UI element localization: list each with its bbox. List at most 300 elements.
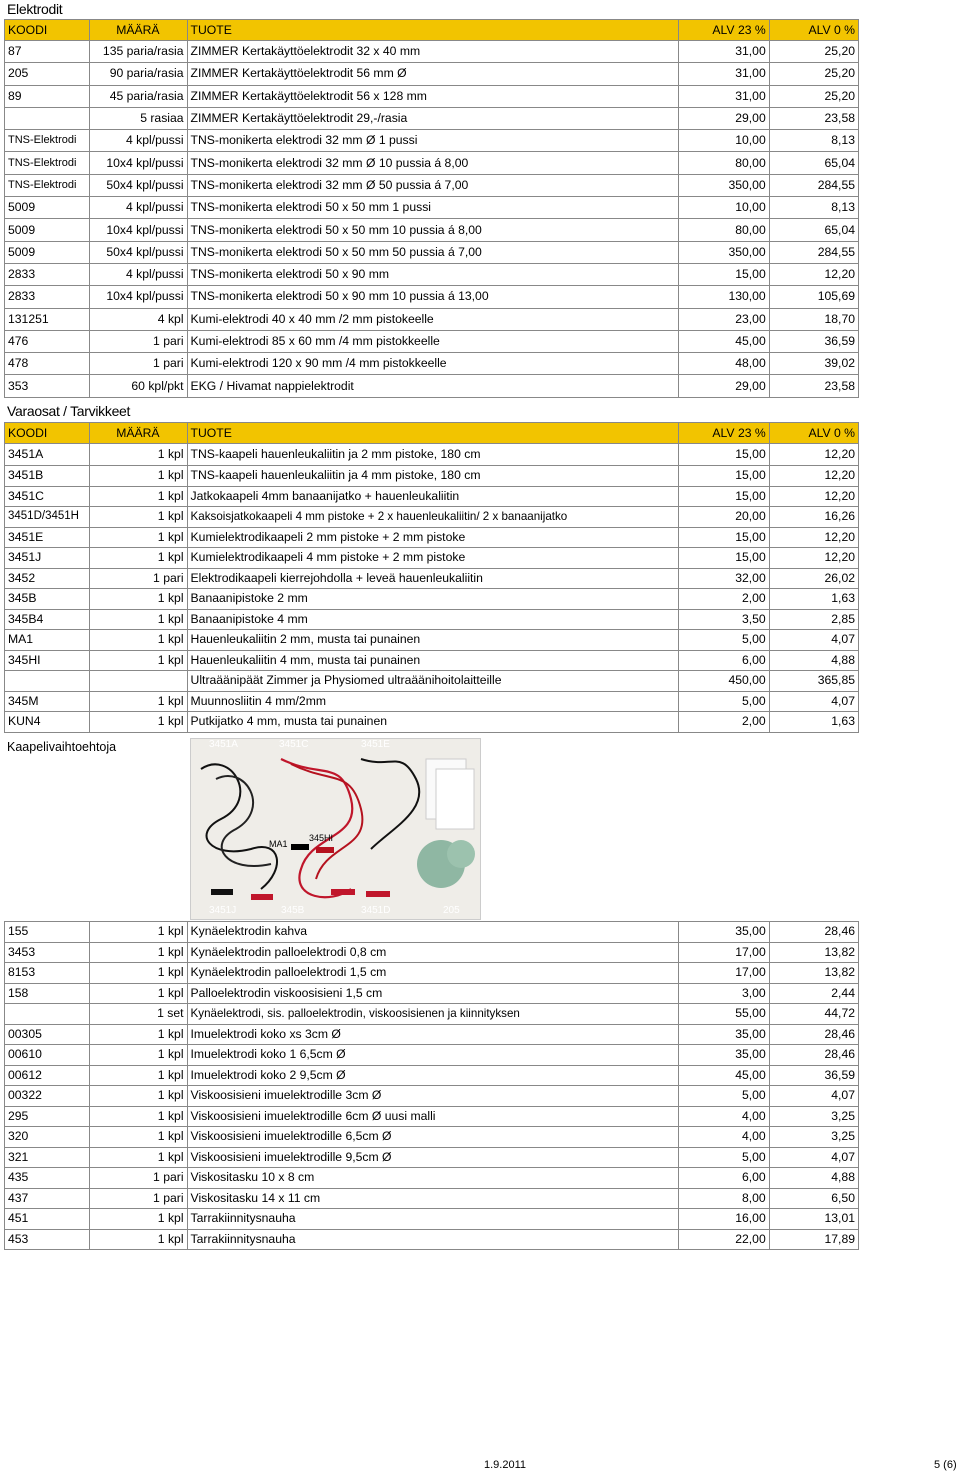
cell-alv23: 80,00 xyxy=(679,219,769,241)
photo-label-3451A: 3451A xyxy=(209,739,238,750)
cell-koodi: 451 xyxy=(5,1209,90,1230)
cell-koodi: TNS-Elektrodi xyxy=(5,174,90,196)
cell-alv23: 29,00 xyxy=(679,375,769,397)
table-row xyxy=(5,375,859,397)
cell-alv23: 15,00 xyxy=(679,444,769,466)
cell-maara: 1 pari xyxy=(90,1168,187,1189)
cell-alv0: 65,04 xyxy=(769,219,858,241)
cell-alv0: 18,70 xyxy=(769,308,858,330)
table-row xyxy=(5,963,859,984)
photo-label-205: 205 xyxy=(443,905,460,916)
cell-alv0: 36,59 xyxy=(769,1065,858,1086)
cell-koodi: 3453 xyxy=(5,942,90,963)
table-lisatarvikkeet xyxy=(4,921,859,1250)
cell-tuote: Banaanipistoke 4 mm xyxy=(187,609,679,630)
cell-alv23: 17,00 xyxy=(679,963,769,984)
cell-tuote: Imuelektrodi koko 2 9,5cm Ø xyxy=(187,1065,679,1086)
cell-tuote: Kumi-elektrodi 40 x 40 mm /2 mm pistokeelle xyxy=(187,308,679,330)
cell-maara: 10x4 kpl/pussi xyxy=(90,152,187,174)
cell-alv0: 4,07 xyxy=(769,1086,858,1107)
cell-koodi: 155 xyxy=(5,922,90,943)
photo-label-3451E: 3451E xyxy=(361,739,390,750)
cell-alv0: 4,07 xyxy=(769,630,858,651)
table-row xyxy=(5,650,859,671)
cell-alv23: 3,00 xyxy=(679,983,769,1004)
cell-koodi: 131251 xyxy=(5,308,90,330)
cell-alv0: 39,02 xyxy=(769,353,858,375)
cell-tuote: Viskoosisieni imuelektrodille 6,5cm Ø xyxy=(187,1127,679,1148)
table-row xyxy=(5,85,859,107)
cell-tuote: TNS-monikerta elektrodi 32 mm Ø 50 pussia á 7,00 xyxy=(187,174,679,196)
cell-maara: 135 paria/rasia xyxy=(90,41,187,63)
electrode-pads-2 xyxy=(436,769,474,829)
cell-koodi: 437 xyxy=(5,1188,90,1209)
cell-maara: 1 kpl xyxy=(90,589,187,610)
cell-maara: 1 kpl xyxy=(90,691,187,712)
connector-red-4 xyxy=(251,894,273,900)
electrode-sponge-2 xyxy=(447,840,475,868)
cell-maara: 5 rasiaa xyxy=(90,107,187,129)
cell-tuote: TNS-kaapeli hauenleukaliitin ja 2 mm pistoke, 180 cm xyxy=(187,444,679,466)
cell-maara: 4 kpl/pussi xyxy=(90,197,187,219)
table-row xyxy=(5,1045,859,1066)
cell-alv0: 12,20 xyxy=(769,444,858,466)
header-row xyxy=(5,20,859,41)
table-row xyxy=(5,63,859,85)
table-row xyxy=(5,286,859,308)
cell-alv0: 12,20 xyxy=(769,527,858,548)
section-title-elektrodit: Elektrodit xyxy=(7,1,63,17)
cell-koodi: 205 xyxy=(5,63,90,85)
cell-alv0: 65,04 xyxy=(769,152,858,174)
cell-alv0: 13,82 xyxy=(769,963,858,984)
cell-maara: 50x4 kpl/pussi xyxy=(90,241,187,263)
cell-tuote: Viskositasku 14 x 11 cm xyxy=(187,1188,679,1209)
cell-alv23: 10,00 xyxy=(679,130,769,152)
table-row xyxy=(5,1106,859,1127)
cell-alv0: 23,58 xyxy=(769,375,858,397)
table-row xyxy=(5,1147,859,1168)
table-row xyxy=(5,41,859,63)
cell-maara: 1 kpl xyxy=(90,630,187,651)
cell-alv23: 2,00 xyxy=(679,589,769,610)
cell-tuote: Palloelektrodin viskoosisieni 1,5 cm xyxy=(187,983,679,1004)
cell-maara: 1 kpl xyxy=(90,486,187,507)
header-tuote: TUOTE xyxy=(187,423,679,444)
connector-red-2 xyxy=(331,889,355,895)
cell-alv23: 4,00 xyxy=(679,1127,769,1148)
cell-alv0: 4,88 xyxy=(769,1168,858,1189)
cell-koodi xyxy=(5,107,90,129)
cell-maara: 1 kpl xyxy=(90,1229,187,1250)
table-row xyxy=(5,330,859,352)
cell-maara: 1 kpl xyxy=(90,983,187,1004)
cell-maara: 1 kpl xyxy=(90,712,187,733)
cell-koodi: 295 xyxy=(5,1106,90,1127)
table-row xyxy=(5,1004,859,1025)
cell-koodi: 321 xyxy=(5,1147,90,1168)
table-row xyxy=(5,609,859,630)
cell-maara: 1 kpl xyxy=(90,963,187,984)
table-row xyxy=(5,922,859,943)
footer-date: 1.9.2011 xyxy=(484,1459,527,1471)
cell-koodi: 320 xyxy=(5,1127,90,1148)
table-row xyxy=(5,691,859,712)
cell-tuote: Putkijatko 4 mm, musta tai punainen xyxy=(187,712,679,733)
cell-tuote: EKG / Hivamat nappielektrodit xyxy=(187,375,679,397)
cable-photo-drawing xyxy=(191,739,480,919)
cell-alv0: 44,72 xyxy=(769,1004,858,1025)
cell-tuote: ZIMMER Kertakäyttöelektrodit 56 x 128 mm xyxy=(187,85,679,107)
cell-alv23: 35,00 xyxy=(679,922,769,943)
cell-koodi: 345M xyxy=(5,691,90,712)
table-row xyxy=(5,1188,859,1209)
cell-alv0: 13,01 xyxy=(769,1209,858,1230)
cell-alv23: 45,00 xyxy=(679,330,769,352)
table-row xyxy=(5,444,859,466)
table-row xyxy=(5,1024,859,1045)
connector-black-2 xyxy=(211,889,233,895)
cell-alv23: 31,00 xyxy=(679,63,769,85)
cell-alv0: 36,59 xyxy=(769,330,858,352)
table-row xyxy=(5,712,859,733)
cell-koodi: 158 xyxy=(5,983,90,1004)
cell-maara: 1 kpl xyxy=(90,548,187,569)
table-row xyxy=(5,671,859,692)
cell-maara: 4 kpl/pussi xyxy=(90,130,187,152)
header-tuote: TUOTE xyxy=(187,20,679,41)
cell-alv0: 28,46 xyxy=(769,1045,858,1066)
cell-maara: 1 pari xyxy=(90,568,187,589)
cell-maara xyxy=(90,671,187,692)
cell-maara: 90 paria/rasia xyxy=(90,63,187,85)
cell-maara: 1 kpl xyxy=(90,507,187,528)
cell-koodi: 8153 xyxy=(5,963,90,984)
photo-label-345B: 345B xyxy=(281,905,305,916)
table-row xyxy=(5,1065,859,1086)
cell-maara: 4 kpl/pussi xyxy=(90,263,187,285)
cell-tuote: ZIMMER Kertakäyttöelektrodit 56 mm Ø xyxy=(187,63,679,85)
cell-alv23: 5,00 xyxy=(679,630,769,651)
cell-koodi: 3451B xyxy=(5,466,90,487)
cell-alv0: 6,50 xyxy=(769,1188,858,1209)
cell-maara: 1 pari xyxy=(90,353,187,375)
table-row xyxy=(5,241,859,263)
table-row xyxy=(5,486,859,507)
cell-koodi: 00610 xyxy=(5,1045,90,1066)
header-maara: MÄÄRÄ xyxy=(90,20,187,41)
table-row xyxy=(5,507,859,528)
cell-alv0: 2,85 xyxy=(769,609,858,630)
cell-alv23: 17,00 xyxy=(679,942,769,963)
cell-koodi: 476 xyxy=(5,330,90,352)
cell-koodi: 353 xyxy=(5,375,90,397)
cell-alv23: 130,00 xyxy=(679,286,769,308)
cell-koodi: 5009 xyxy=(5,241,90,263)
cell-koodi: 5009 xyxy=(5,219,90,241)
table-row xyxy=(5,1229,859,1250)
cell-tuote: Hauenleukaliitin 4 mm, musta tai punainen xyxy=(187,650,679,671)
cell-alv23: 31,00 xyxy=(679,85,769,107)
cell-koodi: 3452 xyxy=(5,568,90,589)
cell-alv0: 2,44 xyxy=(769,983,858,1004)
header-alv23: ALV 23 % xyxy=(679,423,769,444)
cell-alv23: 16,00 xyxy=(679,1209,769,1230)
cell-alv23: 22,00 xyxy=(679,1229,769,1250)
cell-alv23: 55,00 xyxy=(679,1004,769,1025)
cell-alv0: 16,26 xyxy=(769,507,858,528)
section-title-kaapelivaihtoehtoja: Kaapelivaihtoehtoja xyxy=(7,740,117,754)
cell-alv23: 32,00 xyxy=(679,568,769,589)
table-row xyxy=(5,1086,859,1107)
cell-alv0: 17,89 xyxy=(769,1229,858,1250)
cell-tuote: Banaanipistoke 2 mm xyxy=(187,589,679,610)
cell-koodi: 3451C xyxy=(5,486,90,507)
table-row xyxy=(5,589,859,610)
cell-maara: 1 pari xyxy=(90,330,187,352)
cell-tuote: ZIMMER Kertakäyttöelektrodit 29,-/rasia xyxy=(187,107,679,129)
table-row xyxy=(5,983,859,1004)
cell-maara: 1 kpl xyxy=(90,527,187,548)
cell-koodi: MA1 xyxy=(5,630,90,651)
cell-alv23: 80,00 xyxy=(679,152,769,174)
cell-maara: 45 paria/rasia xyxy=(90,85,187,107)
section-title-varaosat: Varaosat / Tarvikkeet xyxy=(7,403,131,419)
table-row xyxy=(5,527,859,548)
cell-alv23: 23,00 xyxy=(679,308,769,330)
cell-alv0: 105,69 xyxy=(769,286,858,308)
cell-tuote: Ultraäänipäät Zimmer ja Physiomed ultraäänihoitolaitteille xyxy=(187,671,679,692)
header-koodi: KOODI xyxy=(5,423,90,444)
cell-tuote: Tarrakiinnitysnauha xyxy=(187,1209,679,1230)
header-alv0: ALV 0 % xyxy=(769,423,858,444)
cell-tuote: Kynäelektrodin palloelektrodi 1,5 cm xyxy=(187,963,679,984)
cell-alv23: 2,00 xyxy=(679,712,769,733)
cell-tuote: Kumi-elektrodi 85 x 60 mm /4 mm pistokkeelle xyxy=(187,330,679,352)
cell-koodi: 00612 xyxy=(5,1065,90,1086)
cell-tuote: ZIMMER Kertakäyttöelektrodit 32 x 40 mm xyxy=(187,41,679,63)
photo-label-3451J: 3451J xyxy=(209,905,237,916)
cell-koodi: 3451D/3451H xyxy=(5,507,90,528)
cell-tuote: Tarrakiinnitysnauha xyxy=(187,1229,679,1250)
cell-alv0: 284,55 xyxy=(769,174,858,196)
cell-maara: 1 kpl xyxy=(90,1106,187,1127)
cell-alv0: 4,07 xyxy=(769,1147,858,1168)
cell-alv23: 31,00 xyxy=(679,41,769,63)
cell-tuote: TNS-monikerta elektrodi 50 x 90 mm 10 pussia á 13,00 xyxy=(187,286,679,308)
cell-alv23: 350,00 xyxy=(679,174,769,196)
cell-tuote: Imuelektrodi koko xs 3cm Ø xyxy=(187,1024,679,1045)
table-row xyxy=(5,130,859,152)
table-row xyxy=(5,174,859,196)
cell-alv23: 6,00 xyxy=(679,650,769,671)
table-elektrodit xyxy=(4,19,859,398)
cell-koodi: 3451A xyxy=(5,444,90,466)
cell-koodi: 00305 xyxy=(5,1024,90,1045)
cell-maara: 1 kpl xyxy=(90,609,187,630)
cell-tuote: Jatkokaapeli 4mm banaanijatko + hauenleukaliitin xyxy=(187,486,679,507)
cell-maara: 1 kpl xyxy=(90,1086,187,1107)
table-row xyxy=(5,942,859,963)
photo-label-MA1: MA1 xyxy=(269,839,288,849)
table-row xyxy=(5,1168,859,1189)
cell-tuote: TNS-monikerta elektrodi 32 mm Ø 1 pussi xyxy=(187,130,679,152)
cell-alv0: 23,58 xyxy=(769,107,858,129)
cell-maara: 1 kpl xyxy=(90,1209,187,1230)
cell-maara: 60 kpl/pkt xyxy=(90,375,187,397)
cell-koodi: 345B4 xyxy=(5,609,90,630)
cell-alv0: 25,20 xyxy=(769,85,858,107)
cell-tuote: TNS-monikerta elektrodi 50 x 90 mm xyxy=(187,263,679,285)
cell-maara: 1 kpl xyxy=(90,466,187,487)
table-row xyxy=(5,219,859,241)
cell-alv0: 12,20 xyxy=(769,263,858,285)
cell-koodi: 89 xyxy=(5,85,90,107)
header-koodi: KOODI xyxy=(5,20,90,41)
photo-label-3451D: 3451D xyxy=(361,905,391,916)
cell-koodi: TNS-Elektrodi xyxy=(5,130,90,152)
cell-koodi: 345B xyxy=(5,589,90,610)
cell-tuote: Elektrodikaapeli kierrejohdolla + leveä hauenleukaliitin xyxy=(187,568,679,589)
cell-koodi: KUN4 xyxy=(5,712,90,733)
cell-koodi: 87 xyxy=(5,41,90,63)
table-varaosat xyxy=(4,422,859,733)
cell-alv0: 12,20 xyxy=(769,466,858,487)
cell-tuote: Kaksoisjatkokaapeli 4 mm pistoke + 2 x hauenleukaliitin/ 2 x banaanijatko xyxy=(187,507,679,528)
cell-koodi: 3451J xyxy=(5,548,90,569)
cell-tuote: Viskoosisieni imuelektrodille 6cm Ø uusi malli xyxy=(187,1106,679,1127)
cell-alv23: 35,00 xyxy=(679,1024,769,1045)
cell-tuote: Viskositasku 10 x 8 cm xyxy=(187,1168,679,1189)
cell-maara: 1 kpl xyxy=(90,1147,187,1168)
cell-alv23: 10,00 xyxy=(679,197,769,219)
cell-maara: 1 pari xyxy=(90,1188,187,1209)
footer-page-number: 5 (6) xyxy=(934,1459,957,1471)
cell-maara: 1 kpl xyxy=(90,1024,187,1045)
cell-tuote: Kynäelektrodin palloelektrodi 0,8 cm xyxy=(187,942,679,963)
cell-tuote: Muunnosliitin 4 mm/2mm xyxy=(187,691,679,712)
cell-tuote: TNS-monikerta elektrodi 50 x 50 mm 50 pussia á 7,00 xyxy=(187,241,679,263)
header-alv23: ALV 23 % xyxy=(679,20,769,41)
photo-label-3451C: 3451C xyxy=(279,739,309,750)
table-row xyxy=(5,152,859,174)
cell-tuote: Kynäelektrodi, sis. palloelektrodin, viskoosisienen ja kiinnityksen xyxy=(187,1004,679,1025)
cell-maara: 1 kpl xyxy=(90,1045,187,1066)
cell-maara: 1 kpl xyxy=(90,922,187,943)
cell-alv0: 26,02 xyxy=(769,568,858,589)
header-row xyxy=(5,423,859,444)
cell-maara: 10x4 kpl/pussi xyxy=(90,286,187,308)
header-alv0: ALV 0 % xyxy=(769,20,858,41)
cell-alv0: 25,20 xyxy=(769,41,858,63)
cell-koodi: 435 xyxy=(5,1168,90,1189)
cell-alv0: 28,46 xyxy=(769,922,858,943)
table-row xyxy=(5,548,859,569)
table-row xyxy=(5,630,859,651)
cell-tuote: Kumielektrodikaapeli 2 mm pistoke + 2 mm pistoke xyxy=(187,527,679,548)
table-row xyxy=(5,308,859,330)
cell-alv0: 12,20 xyxy=(769,548,858,569)
cell-maara: 4 kpl xyxy=(90,308,187,330)
cell-tuote: Kumielektrodikaapeli 4 mm pistoke + 2 mm pistoke xyxy=(187,548,679,569)
cell-tuote: TNS-monikerta elektrodi 50 x 50 mm 10 pussia á 8,00 xyxy=(187,219,679,241)
cell-alv0: 25,20 xyxy=(769,63,858,85)
header-maara: MÄÄRÄ xyxy=(90,423,187,444)
cell-alv0: 365,85 xyxy=(769,671,858,692)
cell-alv23: 15,00 xyxy=(679,527,769,548)
cell-alv23: 35,00 xyxy=(679,1045,769,1066)
cell-tuote: TNS-kaapeli hauenleukaliitin ja 4 mm pistoke, 180 cm xyxy=(187,466,679,487)
cell-tuote: Viskoosisieni imuelektrodille 3cm Ø xyxy=(187,1086,679,1107)
table-row xyxy=(5,1127,859,1148)
cell-tuote: Viskoosisieni imuelektrodille 9,5cm Ø xyxy=(187,1147,679,1168)
cell-alv23: 350,00 xyxy=(679,241,769,263)
cell-tuote: Kumi-elektrodi 120 x 90 mm /4 mm pistokkeelle xyxy=(187,353,679,375)
cell-alv0: 12,20 xyxy=(769,486,858,507)
cell-koodi: 453 xyxy=(5,1229,90,1250)
cell-maara: 1 kpl xyxy=(90,444,187,466)
cell-alv23: 15,00 xyxy=(679,548,769,569)
cell-koodi: 2833 xyxy=(5,286,90,308)
table-row xyxy=(5,1209,859,1230)
cell-alv23: 48,00 xyxy=(679,353,769,375)
cell-alv0: 8,13 xyxy=(769,130,858,152)
cell-alv23: 45,00 xyxy=(679,1065,769,1086)
cell-koodi: TNS-Elektrodi xyxy=(5,152,90,174)
cell-koodi: 5009 xyxy=(5,197,90,219)
table-row xyxy=(5,197,859,219)
cell-alv23: 15,00 xyxy=(679,263,769,285)
cell-maara: 1 kpl xyxy=(90,942,187,963)
table-row xyxy=(5,466,859,487)
connector-red xyxy=(316,847,334,853)
cell-alv23: 15,00 xyxy=(679,466,769,487)
connector-black xyxy=(291,844,309,850)
cell-maara: 1 kpl xyxy=(90,1065,187,1086)
cell-maara: 1 kpl xyxy=(90,1127,187,1148)
cell-tuote: TNS-monikerta elektrodi 32 mm Ø 10 pussia á 8,00 xyxy=(187,152,679,174)
cell-alv0: 3,25 xyxy=(769,1106,858,1127)
photo-label-345HI: 345HI xyxy=(309,833,334,843)
cell-tuote: Hauenleukaliitin 2 mm, musta tai punainen xyxy=(187,630,679,651)
cell-alv0: 1,63 xyxy=(769,712,858,733)
cell-koodi: 345HI xyxy=(5,650,90,671)
cell-alv23: 3,50 xyxy=(679,609,769,630)
cell-alv23: 6,00 xyxy=(679,1168,769,1189)
cell-alv0: 4,88 xyxy=(769,650,858,671)
cell-alv23: 5,00 xyxy=(679,691,769,712)
cell-maara: 10x4 kpl/pussi xyxy=(90,219,187,241)
cell-koodi: 2833 xyxy=(5,263,90,285)
table-row xyxy=(5,568,859,589)
cell-koodi xyxy=(5,1004,90,1025)
cell-alv0: 8,13 xyxy=(769,197,858,219)
cell-alv23: 450,00 xyxy=(679,671,769,692)
table-row xyxy=(5,107,859,129)
cell-tuote: Kynäelektrodin kahva xyxy=(187,922,679,943)
cell-maara: 1 set xyxy=(90,1004,187,1025)
cell-alv0: 13,82 xyxy=(769,942,858,963)
cell-alv23: 20,00 xyxy=(679,507,769,528)
cell-tuote: Imuelektrodi koko 1 6,5cm Ø xyxy=(187,1045,679,1066)
cell-alv23: 15,00 xyxy=(679,486,769,507)
cell-maara: 1 kpl xyxy=(90,650,187,671)
cell-alv23: 8,00 xyxy=(679,1188,769,1209)
cell-koodi: 00322 xyxy=(5,1086,90,1107)
cell-alv0: 1,63 xyxy=(769,589,858,610)
cell-alv0: 4,07 xyxy=(769,691,858,712)
cell-koodi xyxy=(5,671,90,692)
